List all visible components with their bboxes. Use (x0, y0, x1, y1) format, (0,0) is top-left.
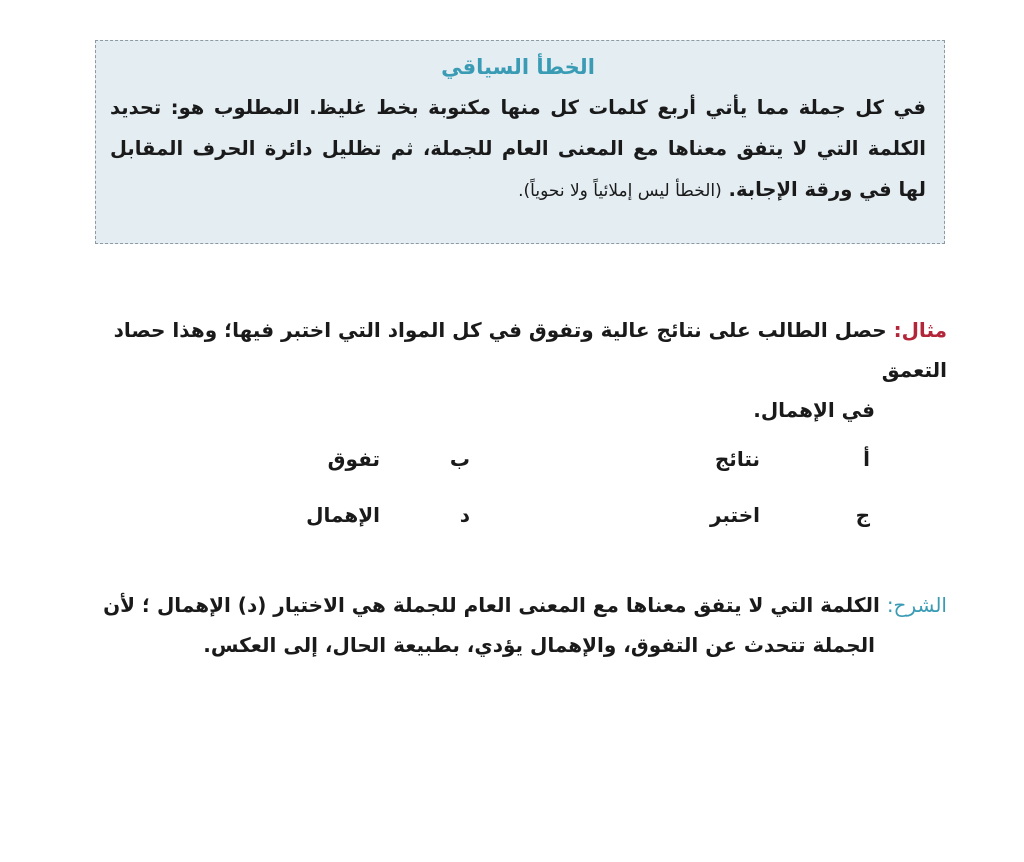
explanation-sentence: الكلمة التي لا يتفق معناها مع المعنى العام للجملة هي الاختيار (د) الإهمال ؛ لأن (103, 593, 880, 617)
instruction-note: (الخطأ ليس إملائياً ولا نحوياً). (518, 181, 722, 201)
explanation-line-1 (95, 585, 947, 625)
explanation-block (95, 585, 947, 665)
instruction-body (110, 87, 926, 212)
option-d-letter: د (459, 503, 470, 527)
instruction-text: في كل جملة مما يأتي أربع كلمات كل منها مكتوبة بخط غليظ. المطلوب هو: تحديد الكلمة التي لا يتفق معناها مع المعنى العام للجملة، ثم تظليل دائرة الحرف المقابل لها في ورقة الإجابة. (110, 96, 926, 201)
option-d-text: الإهمال (306, 503, 380, 527)
example-sentence: حصل الطالب على نتائج عالية وتفوق في كل المواد التي اختبر فيها؛ وهذا حصاد التعمق (113, 318, 947, 382)
option-b-text: تفوق (327, 447, 380, 471)
option-a-letter: أ (863, 447, 870, 471)
example-line-2: في الإهمال. (753, 398, 875, 422)
option-b-letter: ب (449, 447, 470, 471)
instruction-title: الخطأ السياقي (441, 55, 595, 79)
option-c-text: اختبر (709, 503, 760, 527)
example-label: مثال: (893, 318, 947, 342)
example-block (95, 310, 947, 430)
option-c-letter: ج (855, 503, 870, 527)
option-a-text: نتائج (714, 447, 760, 471)
instruction-box (95, 40, 945, 244)
answer-options (290, 445, 880, 555)
explanation-line-2: الجملة تتحدث عن التفوق، والإهمال يؤدي، بطبيعة الحال، إلى العكس. (203, 633, 875, 657)
explanation-label: الشرح: (886, 593, 947, 617)
example-line-1 (95, 310, 947, 390)
